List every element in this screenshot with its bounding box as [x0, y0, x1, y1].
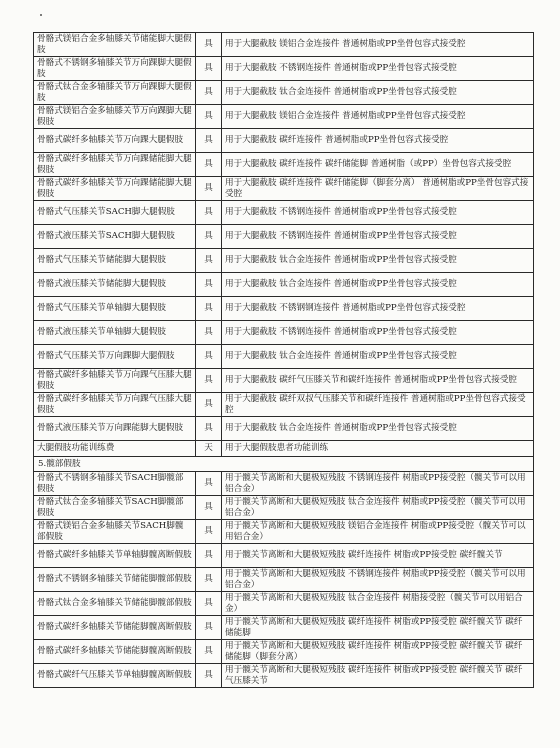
table-row — [34, 616, 534, 640]
table-row — [34, 273, 534, 297]
price-table — [33, 32, 534, 688]
item-unit: 具 — [196, 33, 222, 57]
item-name: 骨骼式碳纤多轴膝关节万向踝储能脚大腿假肢 — [34, 177, 196, 201]
table-row — [34, 33, 534, 57]
item-unit: 具 — [196, 201, 222, 225]
table-row — [34, 544, 534, 568]
item-description: 用于髋关节离断和大腿极短残肢 钛合金连接件 树脂接受腔（髋关节可以用铝合金） — [222, 592, 534, 616]
table-row — [34, 201, 534, 225]
item-description: 用于髋关节离断和大腿极短残肢 碳纤连接件 树脂或PP接受腔 碳纤髋关节 碳纤储能脚（脚套分离） — [222, 640, 534, 664]
item-name: 骨骼式碳纤多轴膝关节单轴脚髋离断假肢 — [34, 544, 196, 568]
item-name: 骨骼式碳纤多轴膝关节万向踝气压膝大腿假肢 — [34, 393, 196, 417]
item-unit: 具 — [196, 105, 222, 129]
item-name: 骨骼式镁铝合金多轴膝关节储能脚大腿假肢 — [34, 33, 196, 57]
item-name: 骨骼式镁铝合金多轴膝关节万向踝脚大腿假肢 — [34, 105, 196, 129]
item-description: 用于大腿截肢 碳纤连接件 普通树脂或PP坐骨包容式接受腔 — [222, 129, 534, 153]
item-unit: 具 — [196, 129, 222, 153]
table-row — [34, 417, 534, 441]
item-description: 用于大腿截肢 碳纤气压膝关节和碳纤连接件 普通树脂或PP坐骨包容式接受腔 — [222, 369, 534, 393]
section-title: 5.髋部假肢 — [34, 457, 534, 472]
item-name: 骨骼式钛合金多轴膝关节储能脚髋部假肢 — [34, 592, 196, 616]
item-description: 用于大腿截肢 不锈钢钢连接件 普通树脂或PP坐骨包容式接受腔 — [222, 297, 534, 321]
table-row — [34, 640, 534, 664]
item-description: 用于大腿截肢 不锈钢连接件 普通树脂或PP坐骨包容式接受腔 — [222, 225, 534, 249]
item-name: 骨骼式钛合金多轴膝关节万向踝脚大腿假肢 — [34, 81, 196, 105]
item-unit: 具 — [196, 57, 222, 81]
table-row — [34, 441, 534, 457]
item-unit: 具 — [196, 321, 222, 345]
item-description: 用于大腿截肢 镁铝合金连接件 普通树脂或PP坐骨包容式接受腔 — [222, 33, 534, 57]
table-row — [34, 472, 534, 496]
item-unit: 具 — [196, 544, 222, 568]
item-description: 用于髋关节离断和大腿极短残肢 不锈钢连接件 树脂或PP接受腔（髋关节可以用铝合金） — [222, 472, 534, 496]
item-unit: 具 — [196, 640, 222, 664]
item-description: 用于大腿截肢 镁铝合金连接件 普通树脂或PP坐骨包容式接受腔 — [222, 105, 534, 129]
item-description: 用于髋关节离断和大腿极短残肢 钛合金连接件 树脂或PP接受腔（髋关节可以用铝合金） — [222, 496, 534, 520]
table-row — [34, 321, 534, 345]
item-name: 骨骼式气压膝关节SACH脚大腿假肢 — [34, 201, 196, 225]
item-description: 用于大腿截肢 不锈钢连接件 普通树脂或PP坐骨包容式接受腔 — [222, 321, 534, 345]
item-name: 骨骼式镁铝合金多轴膝关节SACH脚髋部假肢 — [34, 520, 196, 544]
item-name: 骨骼式碳纤多轴膝关节万向踝气压膝大腿假肢 — [34, 369, 196, 393]
item-name: 骨骼式碳纤多轴膝关节储能脚髋离断假肢 — [34, 616, 196, 640]
item-unit: 具 — [196, 592, 222, 616]
item-unit: 具 — [196, 81, 222, 105]
table-row — [34, 592, 534, 616]
item-name: 骨骼式液压膝关节万向踝能脚大腿假肢 — [34, 417, 196, 441]
table-row — [34, 153, 534, 177]
item-name: 骨骼式液压膝关节储能脚大腿假肢 — [34, 273, 196, 297]
item-description: 用于大腿截肢 碳纤连接件 碳纤储能脚（脚套分离） 普通树脂或PP坐骨包容式接受腔 — [222, 177, 534, 201]
table-row — [34, 496, 534, 520]
item-unit: 具 — [196, 153, 222, 177]
item-description: 用于大腿截肢 钛合金连接件 普通树脂或PP坐骨包容式接受腔 — [222, 417, 534, 441]
item-unit: 具 — [196, 369, 222, 393]
item-unit: 具 — [196, 177, 222, 201]
item-name: 骨骼式气压膝关节万向踝脚大腿假肢 — [34, 345, 196, 369]
item-unit: 具 — [196, 664, 222, 688]
table-row — [34, 225, 534, 249]
item-description: 用于大腿假肢患者功能训练 — [222, 441, 534, 457]
item-name: 骨骼式不锈钢多轴膝关节SACH脚髋部假肢 — [34, 472, 196, 496]
item-unit: 具 — [196, 568, 222, 592]
item-unit: 具 — [196, 496, 222, 520]
item-unit: 具 — [196, 345, 222, 369]
item-unit: 具 — [196, 520, 222, 544]
item-unit: 具 — [196, 297, 222, 321]
item-name: 骨骼式碳纤多轴膝关节万向踝储能脚大腿假肢 — [34, 153, 196, 177]
item-description: 用于大腿截肢 钛合金连接件 普通树脂或PP坐骨包容式接受腔 — [222, 345, 534, 369]
item-description: 用于髋关节离断和大腿极短残肢 碳纤连接件 树脂或PP接受腔 碳纤髋关节 碳纤气压膝关节 — [222, 664, 534, 688]
item-name: 骨骼式钛合金多轴膝关节SACH脚髋部假肢 — [34, 496, 196, 520]
item-description: 用于大腿截肢 不锈钢连接件 普通树脂或PP坐骨包容式接受腔 — [222, 201, 534, 225]
item-name: 骨骼式液压膝关节SACH脚大腿假肢 — [34, 225, 196, 249]
item-description: 用于大腿截肢 碳纤双叔气压膝关节和碳纤连接件 普通树脂或PP坐骨包容式接受腔 — [222, 393, 534, 417]
item-unit: 具 — [196, 249, 222, 273]
item-unit: 具 — [196, 273, 222, 297]
table-row — [34, 81, 534, 105]
item-unit: 具 — [196, 616, 222, 640]
item-unit: 具 — [196, 417, 222, 441]
item-description: 用于髋关节离断和大腿极短残肢 不锈钢连接件 树脂或PP接受腔（髋关节可以用铝合金） — [222, 568, 534, 592]
table-row — [34, 369, 534, 393]
item-name: 骨骼式碳纤多轴膝关节万向踝大腿假肢 — [34, 129, 196, 153]
item-unit: 天 — [196, 441, 222, 457]
item-description: 用于大腿截肢 钛合金连接件 普通树脂或PP坐骨包容式接受腔 — [222, 81, 534, 105]
item-name: 骨骼式不锈钢多轴膝关节万向踝脚大腿假肢 — [34, 57, 196, 81]
item-name: 骨骼式液压膝关节单轴脚大腿假肢 — [34, 321, 196, 345]
table-row — [34, 297, 534, 321]
item-name: 骨骼式气压膝关节储能脚大腿假肢 — [34, 249, 196, 273]
item-description: 用于髋关节离断和大腿极短残肢 镁铝合金连接件 树脂或PP接受腔（髋关节可以用铝合金） — [222, 520, 534, 544]
table-row — [34, 520, 534, 544]
table-body — [34, 33, 534, 688]
item-description: 用于大腿截肢 钛合金连接件 普通树脂或PP坐骨包容式接受腔 — [222, 273, 534, 297]
item-unit: 具 — [196, 393, 222, 417]
table-row — [34, 105, 534, 129]
item-description: 用于髋关节离断和大腿极短残肢 碳纤连接件 树脂或PP接受腔 碳纤髋关节 — [222, 544, 534, 568]
table-row — [34, 345, 534, 369]
table-row — [34, 568, 534, 592]
scan-speck — [40, 14, 42, 16]
section-row — [34, 457, 534, 472]
item-description: 用于大腿截肢 碳纤连接件 碳纤储能脚 普通树脂（或PP）坐骨包容式接受腔 — [222, 153, 534, 177]
item-description: 用于大腿截肢 钛合金连接件 普通树脂或PP坐骨包容式接受腔 — [222, 249, 534, 273]
table-row — [34, 129, 534, 153]
table-row — [34, 393, 534, 417]
table-row — [34, 177, 534, 201]
item-description: 用于大腿截肢 不锈钢连接件 普通树脂或PP坐骨包容式接受腔 — [222, 57, 534, 81]
item-description: 用于髋关节离断和大腿极短残肢 碳纤连接件 树脂或PP接受腔 碳纤髋关节 碳纤储能脚 — [222, 616, 534, 640]
item-name: 骨骼式气压膝关节单轴脚大腿假肢 — [34, 297, 196, 321]
item-unit: 具 — [196, 472, 222, 496]
item-name: 骨骼式碳纤气压膝关节单轴脚髋离断假肢 — [34, 664, 196, 688]
item-name: 骨骼式碳纤多轴膝关节储能脚髋离断假肢 — [34, 640, 196, 664]
table-row — [34, 664, 534, 688]
table-row — [34, 249, 534, 273]
item-name: 骨骼式不锈钢多轴膝关节储能脚髋部假肢 — [34, 568, 196, 592]
item-name: 大腿假肢功能训练费 — [34, 441, 196, 457]
table-row — [34, 57, 534, 81]
item-unit: 具 — [196, 225, 222, 249]
